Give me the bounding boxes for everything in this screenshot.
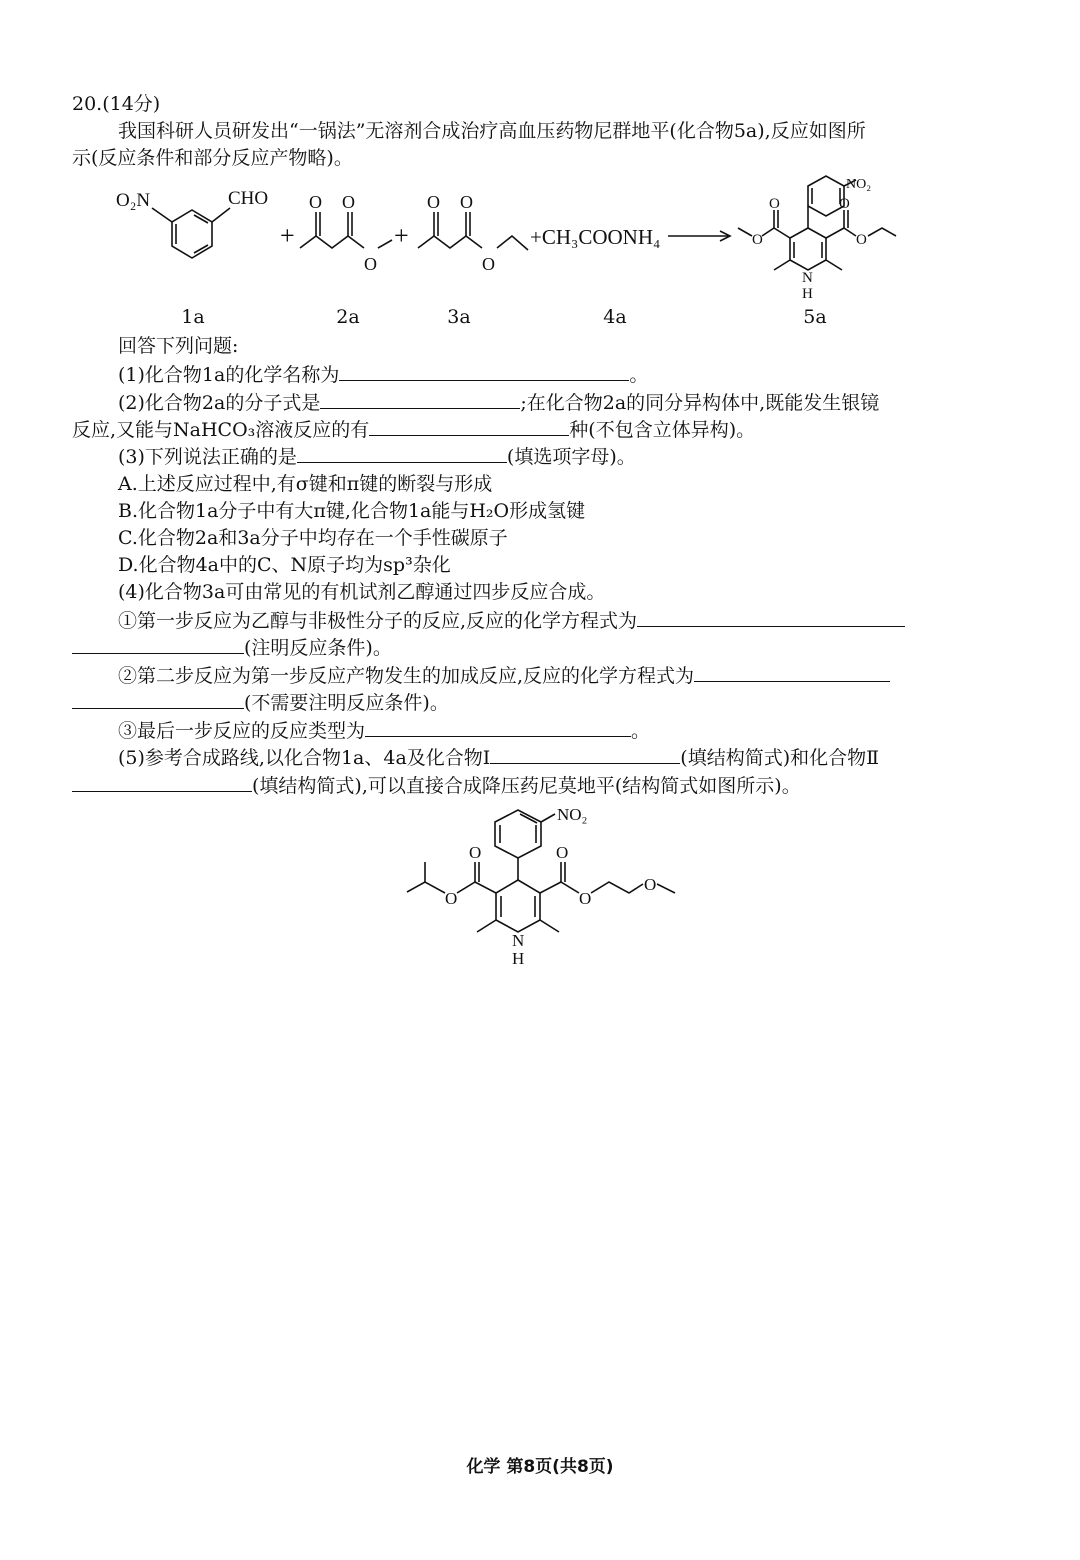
o-label: O <box>482 254 495 274</box>
answer-blank[interactable] <box>72 688 244 709</box>
option-a: A.上述反应过程中,有σ键和π键的断裂与形成 <box>118 473 493 495</box>
option-d: D.化合物4a中的C、N原子均为sp³杂化 <box>118 554 451 576</box>
plus-sign: + <box>280 221 295 250</box>
o-label: O <box>342 192 355 212</box>
h-label: H <box>802 286 813 302</box>
h-label: H <box>512 949 525 968</box>
o-label: O <box>839 196 850 212</box>
answer-blank[interactable] <box>369 415 569 436</box>
option-c: C.化合物2a和3a分子中均存在一个手性碳原子 <box>118 527 508 549</box>
reaction-scheme <box>0 170 1080 350</box>
o-label: O <box>469 843 482 862</box>
question-2-cont: 反应,又能与NaHCO₃溶液反应的有 种(不包含立体异构)。 <box>72 415 755 444</box>
answer-blank[interactable] <box>72 633 244 654</box>
question-5: (5)参考合成路线,以化合物1a、4a及化合物Ⅰ (填结构简式)和化合物Ⅱ <box>118 743 879 772</box>
answer-prompt: 回答下列问题: <box>118 335 239 357</box>
reagent-4a: +CH₃COONH₄ <box>530 225 661 249</box>
answer-blank[interactable] <box>320 388 520 409</box>
question-4-1-cont: (注明反应条件)。 <box>72 633 392 662</box>
question-2: (2)化合物2a的分子式是 ;在化合物2a的同分异构体中,既能发生银镜 <box>118 388 879 417</box>
answer-blank[interactable] <box>297 442 507 463</box>
o-label: O <box>445 889 458 908</box>
o-label: O <box>427 192 440 212</box>
compound-3a-structure <box>418 192 528 274</box>
answer-blank[interactable] <box>694 661 890 682</box>
answer-blank[interactable] <box>365 716 631 737</box>
o-label: O <box>579 889 592 908</box>
question-5-cont: (填结构简式),可以直接合成降压药尼莫地平(结构简式如图所示)。 <box>72 771 801 800</box>
intro-line-1: 我国科研人员研发出“一锅法”无溶剂合成治疗高血压药物尼群地平(化合物5a),反应如图所 <box>118 120 866 142</box>
question-4-1: ①第一步反应为乙醇与非极性分子的反应,反应的化学方程式为 <box>118 606 905 635</box>
label-5a: 5a <box>803 306 827 328</box>
compound-2a-structure <box>300 192 392 274</box>
label-3a: 3a <box>447 306 471 328</box>
o-label: O <box>644 875 657 894</box>
answer-blank[interactable] <box>72 771 252 792</box>
cho-label: CHO <box>228 188 269 209</box>
question-header: 20.(14分) <box>72 93 161 115</box>
page-footer: 化学 第8页(共8页) <box>466 1457 614 1477</box>
label-4a: 4a <box>603 306 627 328</box>
question-3: (3)下列说法正确的是 (填选项字母)。 <box>118 442 636 471</box>
intro-line-2: 示(反应条件和部分反应产物略)。 <box>72 147 353 169</box>
o-label: O <box>460 192 473 212</box>
o-label: O <box>364 254 377 274</box>
question-1: (1)化合物1a的化学名称为 。 <box>118 360 648 389</box>
n-label: N <box>512 931 525 950</box>
no2-label: NO₂ <box>846 177 872 192</box>
o-label: O <box>752 232 763 248</box>
o-label: O <box>769 196 780 212</box>
nimodipine-structure <box>395 800 695 980</box>
answer-blank[interactable] <box>490 743 680 764</box>
compound-5a-structure <box>738 176 896 302</box>
o-label: O <box>556 843 569 862</box>
question-4: (4)化合物3a可由常见的有机试剂乙醇通过四步反应合成。 <box>118 581 606 603</box>
no2-label: NO₂ <box>557 805 588 824</box>
o2n-label: O₂N <box>116 190 151 211</box>
o-label: O <box>309 192 322 212</box>
compound-1a-structure <box>116 188 268 258</box>
answer-blank[interactable] <box>339 360 629 381</box>
o-label: O <box>856 232 867 248</box>
question-4-2: ②第二步反应为第一步反应产物发生的加成反应,反应的化学方程式为 <box>118 661 890 690</box>
plus-sign: + <box>394 221 409 250</box>
label-1a: 1a <box>181 306 205 328</box>
question-4-2-cont: (不需要注明反应条件)。 <box>72 688 449 717</box>
answer-blank[interactable] <box>637 606 905 627</box>
n-label: N <box>802 270 813 286</box>
label-2a: 2a <box>336 306 360 328</box>
question-4-3: ③最后一步反应的反应类型为 。 <box>118 716 650 745</box>
option-b: B.化合物1a分子中有大π键,化合物1a能与H₂O形成氢键 <box>118 500 586 522</box>
